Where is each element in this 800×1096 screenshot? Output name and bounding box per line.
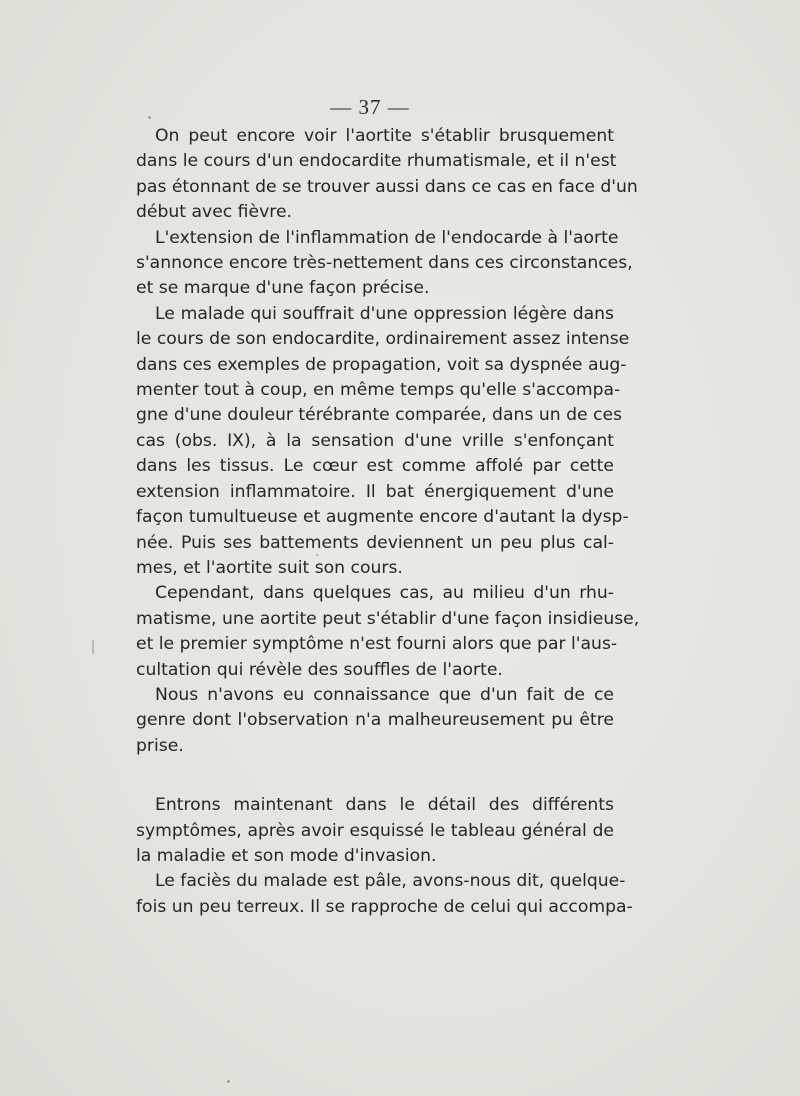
text-line: prise. xyxy=(136,735,184,756)
text-line: Entrons maintenant dans le détail des différents xyxy=(155,795,614,816)
paper-speck xyxy=(148,116,151,119)
text-line: la maladie et son mode d'invasion. xyxy=(136,845,437,866)
paragraph-4 xyxy=(136,581,640,683)
text-line: dans les tissus. Le cœur est comme affolé par cette xyxy=(136,456,614,477)
text-line: On peut encore voir l'aortite s'établir brusquement xyxy=(155,126,614,146)
text-line: menter tout à coup, en même temps qu'elle s'accompa- xyxy=(136,380,621,401)
text-line: et le premier symptôme n'est fourni alors que par l'aus- xyxy=(136,634,618,655)
text-line: pas étonnant de se trouver aussi dans ce cas en face d'un xyxy=(136,176,638,197)
paper-speck xyxy=(316,554,318,556)
text-line: mes, et l'aortite suit son cours. xyxy=(136,557,403,578)
paper-speck xyxy=(92,640,94,654)
text-line: cultation qui révèle des souffles de l'aorte. xyxy=(136,659,503,680)
paragraph-6 xyxy=(136,793,614,869)
section-gap xyxy=(136,759,614,793)
paragraph-2 xyxy=(136,226,633,302)
text-line: gne d'une douleur térébrante comparée, dans un de ces xyxy=(136,405,622,426)
text-line: cas (obs. IX), à la sensation d'une vrille s'enfonçant xyxy=(136,430,614,451)
text-line: genre dont l'observation n'a malheureusement pu être xyxy=(136,710,614,731)
text-line: le cours de son endocardite, ordinairement assez intense xyxy=(136,329,630,350)
text-line: symptômes, après avoir esquissé le tableau général de xyxy=(136,820,614,841)
text-line: extension inflammatoire. Il bat énergiquement d'une xyxy=(136,481,614,502)
paragraph-3 xyxy=(136,302,630,581)
text-line: Nous n'avons eu connaissance que d'un fait de ce xyxy=(155,684,614,705)
body-text xyxy=(136,124,640,920)
page-number: — 37 — xyxy=(330,95,410,119)
text-line: dans ces exemples de propagation, voit sa dyspnée aug- xyxy=(136,354,627,375)
text-line: dans le cours d'un endocardite rhumatismale, et il n'est xyxy=(136,151,617,172)
text-line: L'extension de l'inflammation de l'endocarde à l'aorte xyxy=(155,227,619,248)
text-line: née. Puis ses battements deviennent un peu plus cal- xyxy=(136,532,614,553)
text-line: fois un peu terreux. Il se rapproche de celui qui accompa- xyxy=(136,896,633,917)
text-line: début avec fièvre. xyxy=(136,202,292,223)
paragraph-1 xyxy=(136,124,638,226)
text-line: Le malade qui souffrait d'une oppression légère dans xyxy=(155,303,614,324)
paper-speck xyxy=(227,1080,230,1083)
text-line: et se marque d'une façon précise. xyxy=(136,278,430,299)
text-line: s'annonce encore très-nettement dans ces circonstances, xyxy=(136,253,633,274)
paragraph-5 xyxy=(136,683,614,759)
text-line: façon tumultueuse et augmente encore d'autant la dysp- xyxy=(136,507,629,528)
paragraph-7 xyxy=(136,869,633,920)
text-line: Cependant, dans quelques cas, au milieu d'un rhu- xyxy=(155,583,614,604)
text-line: matisme, une aortite peut s'établir d'une façon insidieuse, xyxy=(136,608,640,629)
text-line: Le faciès du malade est pâle, avons-nous dit, quelque- xyxy=(155,871,626,892)
